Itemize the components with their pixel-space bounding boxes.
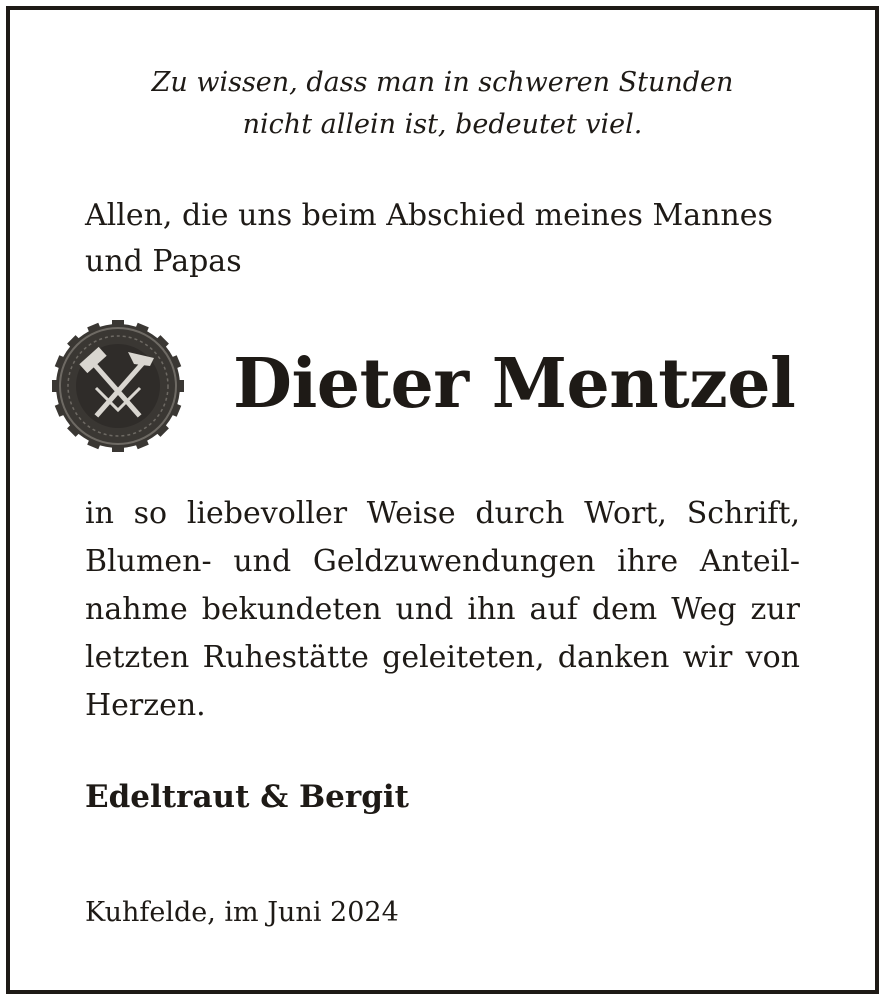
thanks-line-5: Herzen. bbox=[85, 688, 206, 723]
thanks-line-1: in so liebevoller Weise durch Wort, Schrift, bbox=[85, 496, 800, 531]
motto-quote bbox=[0, 62, 885, 146]
motto-line-2: nicht allein ist, bedeutet viel. bbox=[242, 109, 643, 140]
intro-line-2: und Papas bbox=[85, 244, 242, 279]
signature: Edeltraut & Bergit bbox=[85, 779, 410, 815]
intro-line-1: Allen, die uns beim Abschied meines Mannes bbox=[85, 198, 773, 233]
miners-emblem-svg bbox=[50, 318, 186, 454]
place-date: Kuhfelde, im Juni 2024 bbox=[85, 897, 399, 928]
motto-line-1: Zu wissen, dass man in schweren Stunden bbox=[151, 67, 734, 98]
thanks-line-2: Blumen- und Geldzuwendungen ihre Anteil- bbox=[85, 544, 800, 579]
miners-emblem-icon bbox=[50, 318, 186, 454]
deceased-name: Dieter Mentzel bbox=[233, 344, 796, 424]
intro-text bbox=[85, 193, 805, 285]
thanks-line-3: nahme bekundeten und ihn auf dem Weg zur bbox=[85, 592, 800, 627]
thanks-line-4: letzten Ruhestätte geleiteten, danken wir von bbox=[85, 640, 800, 675]
thanks-text bbox=[85, 490, 800, 730]
